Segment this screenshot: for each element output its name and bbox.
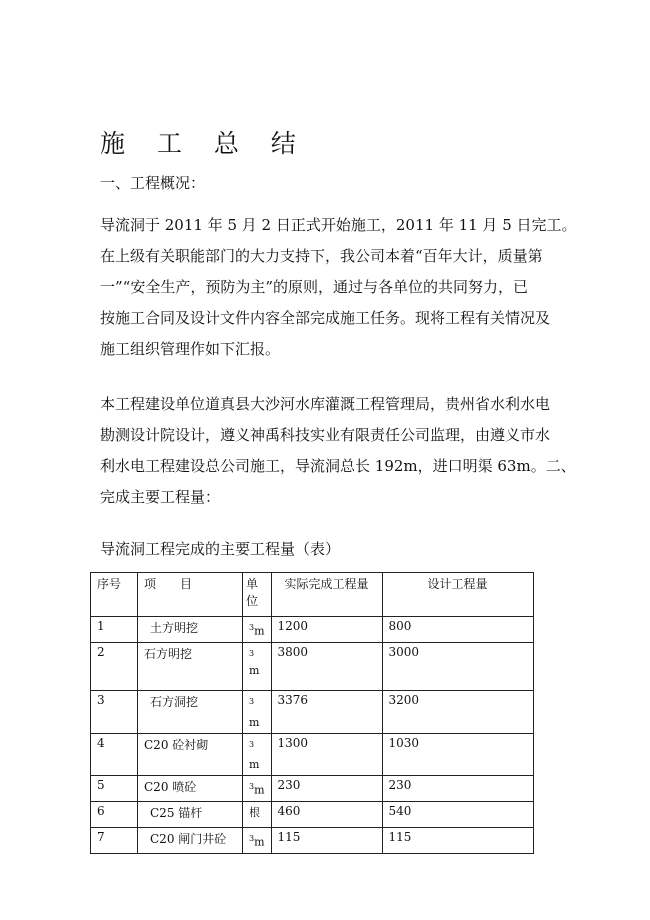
cell-item: C20 闸门井砼 — [138, 828, 243, 854]
cell-unit — [243, 776, 272, 802]
paragraph-line: 施工组织管理作如下汇报。 — [100, 340, 281, 358]
cell-unit — [243, 802, 272, 828]
unit-text: m — [254, 835, 265, 849]
cell-unit — [243, 733, 272, 776]
table-row — [91, 691, 534, 734]
table-row — [91, 643, 534, 691]
cell-no: 2 — [91, 643, 138, 691]
paragraph-line: 在上级有关职能部门的大力支持下，我公司本着“百年大计，质量第 — [100, 247, 543, 265]
quantities-table — [90, 572, 534, 854]
cell-actual: 3376 — [271, 691, 382, 734]
unit-superscript: 3 — [249, 834, 255, 844]
table-header-row — [91, 573, 534, 617]
unit-text: m — [254, 783, 265, 797]
table-row — [91, 802, 534, 828]
cell-no: 7 — [91, 828, 138, 854]
section-heading-overview: 一、工程概况： — [100, 174, 206, 192]
paragraph-line: 一”“安全生产，预防为主”的原则，通过与各单位的共同努力，已 — [100, 278, 529, 296]
unit-superscript: 3 — [249, 697, 255, 706]
paragraph-line: 完成主要工程量： — [100, 488, 221, 506]
table-row — [91, 828, 534, 854]
cell-actual: 460 — [271, 802, 382, 828]
cell-item: C20 喷砼 — [138, 776, 243, 802]
table-row — [91, 733, 534, 776]
header-unit-line: 单 — [246, 577, 259, 591]
cell-actual: 1300 — [271, 733, 382, 776]
cell-no: 3 — [91, 691, 138, 734]
cell-design: 3200 — [382, 691, 533, 734]
unit-superscript: 3 — [249, 782, 255, 792]
unit-superscript: 3 — [249, 739, 255, 749]
table-caption: 导流洞工程完成的主要工程量（表） — [100, 540, 341, 558]
header-actual: 实际完成工程量 — [271, 573, 382, 617]
cell-no: 6 — [91, 802, 138, 828]
paragraph-line: 勘测设计院设计，遵义神禹科技实业有限责任公司监理，由遵义市水 — [100, 426, 551, 444]
table-row — [91, 776, 534, 802]
header-design: 设计工程量 — [382, 573, 533, 617]
cell-no: 5 — [91, 776, 138, 802]
cell-item: C25 锚杆 — [138, 802, 243, 828]
paragraph-overview — [100, 210, 577, 365]
paragraph-line: 导流洞于 2011 年 5 月 2 日正式开始施工，2011 年 11 月 5 日完工。 — [100, 216, 577, 234]
unit-text: 根 — [249, 806, 260, 820]
cell-no: 4 — [91, 733, 138, 776]
cell-actual: 115 — [271, 828, 382, 854]
header-item: 项 目 — [138, 573, 243, 617]
unit-text: m — [249, 758, 260, 772]
unit-text: m — [254, 624, 265, 638]
unit-text: m — [249, 664, 260, 677]
header-no: 序号 — [91, 573, 138, 617]
cell-unit — [243, 617, 272, 643]
document-title: 施 工 总 结 — [100, 129, 308, 158]
paragraph-line: 本工程建设单位道真县大沙河水库灌溉工程管理局，贵州省水利水电 — [100, 395, 551, 413]
paragraph-line: 按施工合同及设计文件内容全部完成施工任务。现将工程有关情况及 — [100, 309, 551, 327]
cell-no: 1 — [91, 617, 138, 643]
cell-item: C20 砼衬砌 — [138, 733, 243, 776]
cell-unit — [243, 828, 272, 854]
cell-design: 1030 — [382, 733, 533, 776]
cell-design: 3000 — [382, 643, 533, 691]
cell-design: 540 — [382, 802, 533, 828]
header-unit-line: 位 — [246, 594, 259, 608]
cell-item: 石方明挖 — [138, 643, 243, 691]
cell-actual: 1200 — [271, 617, 382, 643]
cell-unit — [243, 643, 272, 691]
cell-actual: 3800 — [271, 643, 382, 691]
table-row — [91, 617, 534, 643]
unit-superscript: 3 — [249, 623, 255, 632]
cell-item: 石方洞挖 — [138, 691, 243, 734]
cell-item: 土方明挖 — [138, 617, 243, 643]
cell-design: 115 — [382, 828, 533, 854]
unit-superscript: 3 — [249, 649, 255, 658]
cell-design: 800 — [382, 617, 533, 643]
cell-unit — [243, 691, 272, 734]
cell-design: 230 — [382, 776, 533, 802]
unit-text: m — [249, 715, 260, 729]
paragraph-line: 利水电工程建设总公司施工，导流洞总长 192m，进口明渠 63m。二、 — [100, 457, 576, 475]
header-unit — [243, 573, 272, 617]
cell-actual: 230 — [271, 776, 382, 802]
paragraph-project-info — [100, 389, 576, 513]
